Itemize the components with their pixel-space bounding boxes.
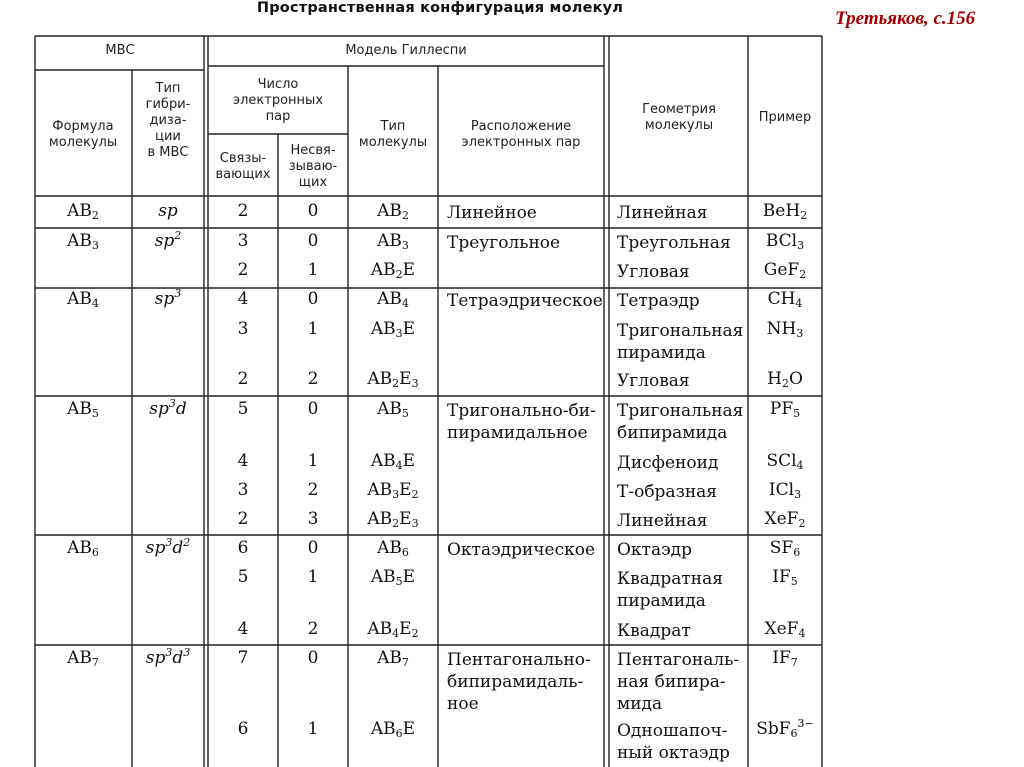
pair-arrangement-line: ное	[447, 694, 479, 714]
molecule-type-cell: $AB_6E$	[370, 719, 416, 740]
geometry-cell	[617, 649, 739, 715]
hybridization-cell: $sp^3$	[154, 287, 182, 309]
pair-arrangement-line: Пентагонально-	[447, 650, 591, 670]
geometry-line: ный октаэдр	[617, 743, 730, 763]
pair-arrangement-cell	[447, 649, 591, 715]
source-reference: Третьяков, с.156	[835, 8, 976, 29]
pair-arrangement-line: Тетраэдрическое	[447, 291, 603, 311]
bonding-pairs-cell: 2	[237, 369, 249, 389]
lone-pairs-cell: 2	[307, 480, 319, 500]
bonding-pairs-cell: 7	[237, 648, 249, 668]
example-cell: BeH$_2$	[762, 201, 808, 222]
formula-cell: $AB_5$	[67, 399, 99, 420]
geometry-line: мида	[617, 694, 663, 714]
geometry-line: Угловая	[617, 371, 690, 391]
bonding-pairs-cell: 4	[237, 289, 249, 309]
geometry-cell	[617, 510, 707, 532]
header-hybrid-type: Тип гибри- диза- ции в МВС	[145, 81, 191, 160]
example-cell: XeF$_2$	[764, 509, 806, 530]
example-cell: $IF_5$	[772, 567, 798, 588]
hybridization-cell: $sp^3d$	[149, 397, 187, 419]
pair-arrangement-line: Тригонально-би-	[447, 401, 596, 421]
bonding-pairs-cell: 4	[237, 619, 249, 639]
geometry-line: Пентагональ-	[617, 650, 740, 670]
pair-arrangement-cell	[447, 290, 603, 312]
geometry-line: Октаэдр	[617, 540, 692, 560]
page-title: Пространственная конфигурация молекул	[256, 0, 624, 16]
geometry-line: Квадрат	[617, 621, 691, 641]
geometry-cell	[617, 481, 717, 503]
geometry-cell	[617, 370, 690, 392]
header-nonbonding: Несвя- зываю- щих	[288, 143, 338, 190]
bonding-pairs-cell: 3	[237, 319, 249, 339]
lone-pairs-cell: 0	[307, 201, 319, 221]
geometry-line: Треугольная	[617, 233, 731, 253]
pair-arrangement-cell	[447, 232, 560, 254]
lone-pairs-cell: 0	[307, 289, 319, 309]
pair-arrangement-cell	[447, 539, 595, 561]
molecule-type-cell: $AB_5$	[377, 399, 409, 420]
hybridization-cell: $sp^2$	[154, 229, 182, 251]
molecule-type-cell: $AB_5E$	[370, 567, 416, 588]
geometry-line: пирамида	[617, 343, 706, 363]
formula-cell: $AB_7$	[67, 648, 99, 669]
bonding-pairs-cell: 5	[237, 567, 249, 587]
bonding-pairs-cell: 5	[237, 399, 249, 419]
geometry-cell	[617, 400, 743, 444]
hybridization-cell: $sp^3d^2$	[145, 536, 191, 558]
lone-pairs-cell: 1	[307, 451, 319, 471]
example-cell: $PF_5$	[769, 399, 801, 420]
pair-arrangement-line: Октаэдрическое	[447, 540, 596, 560]
pair-arrangement-line: бипирамидаль-	[447, 672, 584, 692]
molecule-type-cell: $AB_6$	[377, 538, 409, 559]
geometry-line: бипирамида	[617, 423, 728, 443]
pair-arrangement-line: пирамидальное	[447, 423, 588, 443]
formula-cell: $AB_2$	[67, 201, 99, 222]
bonding-pairs-cell: 2	[237, 509, 249, 529]
lone-pairs-cell: 0	[307, 538, 319, 558]
lone-pairs-cell: 1	[307, 567, 319, 587]
lone-pairs-cell: 3	[307, 509, 319, 529]
bonding-pairs-cell: 6	[237, 538, 249, 558]
example-cell: ICl$_3$	[768, 480, 802, 501]
header-gillespie: Модель Гиллеспи	[345, 43, 467, 58]
formula-cell: $AB_6$	[67, 538, 99, 559]
geometry-cell	[617, 539, 692, 561]
example-cell: BCl$_3$	[765, 231, 805, 252]
formula-cell: $AB_4$	[67, 289, 99, 310]
header-molecule-type: Тип молекулы	[358, 119, 428, 150]
header-electron-pairs: Число электронных пар	[232, 77, 324, 124]
geometry-cell	[617, 202, 707, 224]
bonding-pairs-cell: 6	[237, 719, 249, 739]
pair-arrangement-cell	[447, 400, 596, 444]
geometry-line: Квадратная	[617, 569, 723, 589]
example-cell: $H_2O$	[767, 369, 803, 390]
molecule-type-cell: $AB_3E$	[370, 319, 416, 340]
geometry-line: Линейная	[617, 203, 708, 223]
geometry-line: Угловая	[617, 262, 690, 282]
header-example: Пример	[758, 110, 812, 125]
bonding-pairs-cell: 3	[237, 480, 249, 500]
geometry-line: Тригональная	[617, 401, 744, 421]
hybridization-cell: $sp^3d^3$	[145, 646, 191, 668]
bonding-pairs-cell: 3	[237, 231, 249, 251]
geometry-line: Тригональная	[617, 321, 744, 341]
bonding-pairs-cell: 4	[237, 451, 249, 471]
molecule-type-cell: $AB_2$	[377, 201, 409, 222]
geometry-cell	[617, 452, 718, 474]
example-cell: SCl$_4$	[766, 451, 804, 472]
header-geometry: Геометрия молекулы	[642, 102, 716, 133]
geometry-line: Т-образная	[617, 482, 718, 502]
lone-pairs-cell: 1	[307, 719, 319, 739]
example-cell: GeF$_2$	[763, 260, 807, 281]
geometry-line: Линейная	[617, 511, 708, 531]
lone-pairs-cell: 1	[307, 319, 319, 339]
geometry-line: Одношапоч-	[617, 721, 728, 741]
geometry-cell	[617, 290, 700, 312]
example-cell: $IF_7$	[772, 648, 798, 669]
lone-pairs-cell: 2	[307, 369, 319, 389]
pair-arrangement-line: Треугольное	[447, 233, 561, 253]
example-cell: SbF$_6^{3-}$	[756, 717, 814, 740]
geometry-cell	[617, 620, 691, 642]
lone-pairs-cell: 0	[307, 231, 319, 251]
geometry-line: Дисфеноид	[617, 453, 719, 473]
header-formula: Формула молекулы	[48, 119, 118, 150]
geometry-line: пирамида	[617, 591, 706, 611]
molecule-type-cell: $AB_3E_2$	[367, 480, 419, 501]
hybridization-cell: sp	[158, 201, 178, 221]
geometry-line: ная бипира-	[617, 672, 726, 692]
geometry-cell	[617, 568, 723, 612]
geometry-cell	[617, 261, 690, 283]
geometry-cell	[617, 232, 731, 254]
pair-arrangement-cell	[447, 202, 537, 224]
molecule-type-cell: $AB_3$	[377, 231, 409, 252]
lone-pairs-cell: 0	[307, 648, 319, 668]
molecule-type-cell: $AB_2E$	[370, 260, 416, 281]
example-cell: XeF$_4$	[764, 619, 806, 640]
molecule-type-cell: $AB_2E_3$	[367, 369, 419, 390]
example-cell: $NH_3$	[766, 319, 804, 340]
molecule-type-cell: $AB_7$	[377, 648, 409, 669]
example-cell: $CH_4$	[767, 289, 803, 310]
lone-pairs-cell: 0	[307, 399, 319, 419]
pair-arrangement-line: Линейное	[447, 203, 537, 223]
bonding-pairs-cell: 2	[237, 201, 249, 221]
lone-pairs-cell: 1	[307, 260, 319, 280]
header-mvs: МВС	[105, 43, 135, 58]
molecule-type-cell: $AB_4E_2$	[367, 619, 419, 640]
lone-pairs-cell: 2	[307, 619, 319, 639]
example-cell: $SF_6$	[769, 538, 801, 559]
header-pair-arrangement: Расположение электронных пар	[461, 119, 581, 150]
geometry-cell	[617, 720, 730, 764]
bonding-pairs-cell: 2	[237, 260, 249, 280]
header-bonding: Связы- вающих	[215, 151, 271, 182]
molecule-type-cell: $AB_4$	[377, 289, 409, 310]
formula-cell: $AB_3$	[67, 231, 99, 252]
geometry-line: Тетраэдр	[617, 291, 700, 311]
geometry-cell	[617, 320, 743, 364]
molecule-type-cell: $AB_4E$	[370, 451, 416, 472]
molecule-type-cell: $AB_2E_3$	[367, 509, 419, 530]
